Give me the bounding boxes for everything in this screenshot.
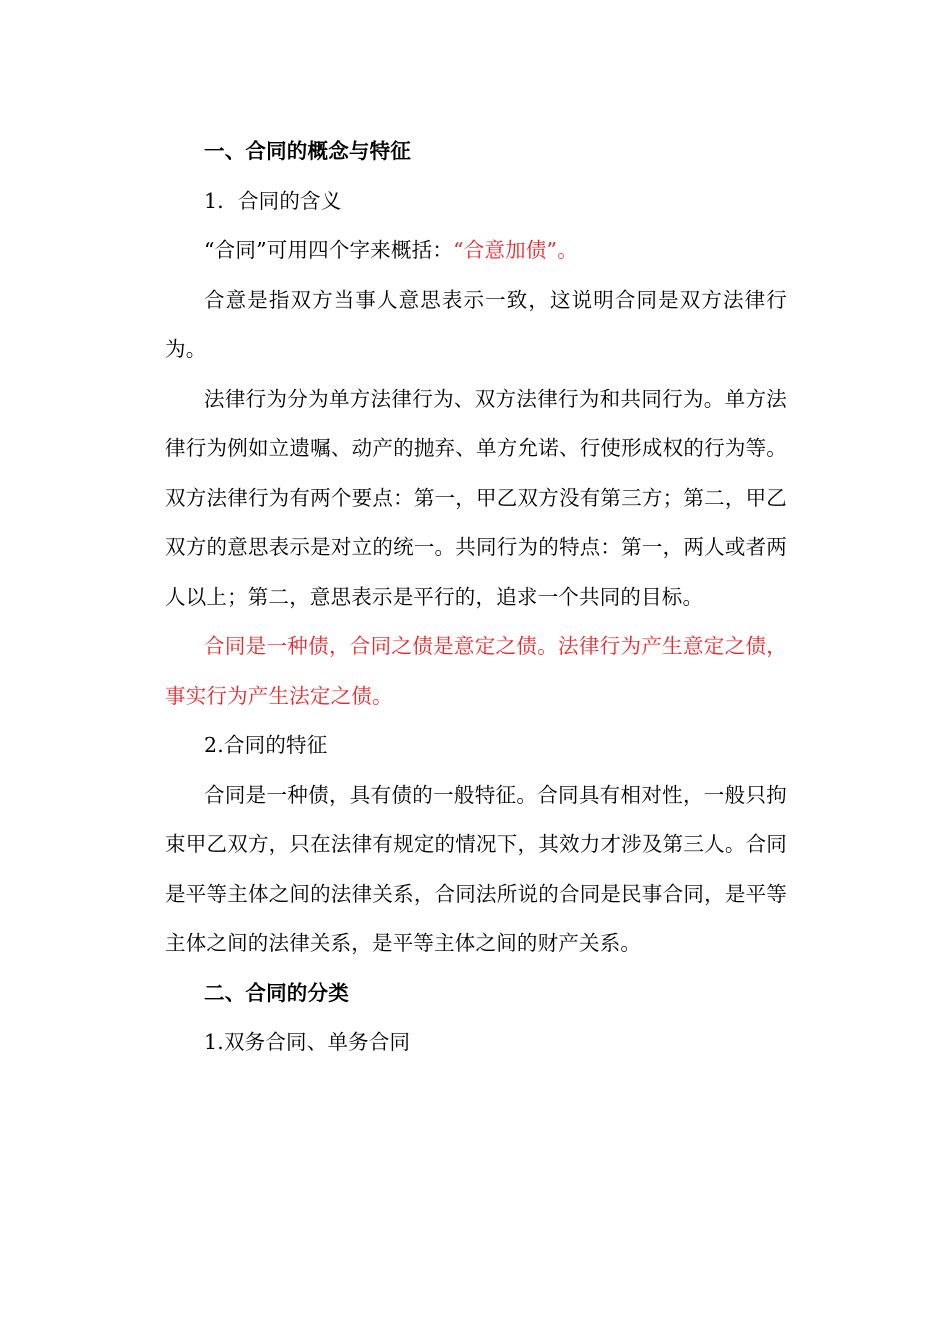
summary-highlight: “合意加债”。	[453, 238, 578, 262]
paragraph-legal-acts: 法律行为分为单方法律行为、双方法律行为和共同行为。单方法律行为例如立遗嘱、动产的抛弃、单方允诺、行使形成权的行为等。双方法律行为有两个要点：第一，甲乙双方没有第三方；第二，甲乙双方的意思表示是对立的统一。共同行为的特点：第一，两人或者两人以上；第二，意思表示是平行的，追求一个共同的目标。	[165, 386, 787, 609]
section-heading-2: 二、合同的分类	[204, 980, 349, 1005]
subsection-title-1-1: 1．合同的含义	[204, 188, 342, 213]
paragraph-contract-features: 合同是一种债，具有债的一般特征。合同具有相对性，一般只拘束甲乙双方，只在法律有规定的情况下，其效力才涉及第三人。合同是平等主体之间的法律关系，合同法所说的合同是民事合同，是平等主体之间的法律关系，是平等主体之间的财产关系。	[165, 782, 787, 955]
section-heading-1: 一、合同的概念与特征	[204, 139, 411, 163]
paragraph-contract-debt-highlight: 合同是一种债，合同之债是意定之债。法律行为产生意定之债，事实行为产生法定之债。	[165, 634, 787, 708]
paragraph-contract-summary	[165, 226, 787, 276]
subsection-title-1-2: 2.合同的特征	[204, 733, 328, 757]
summary-text: “合同”可用四个字来概括：	[204, 238, 454, 262]
document-body	[165, 127, 787, 1068]
subsection-title-2-1: 1.双务合同、单务合同	[204, 1030, 411, 1054]
paragraph-consensus: 合意是指双方当事人意思表示一致，这说明合同是双方法律行为。	[165, 287, 787, 361]
